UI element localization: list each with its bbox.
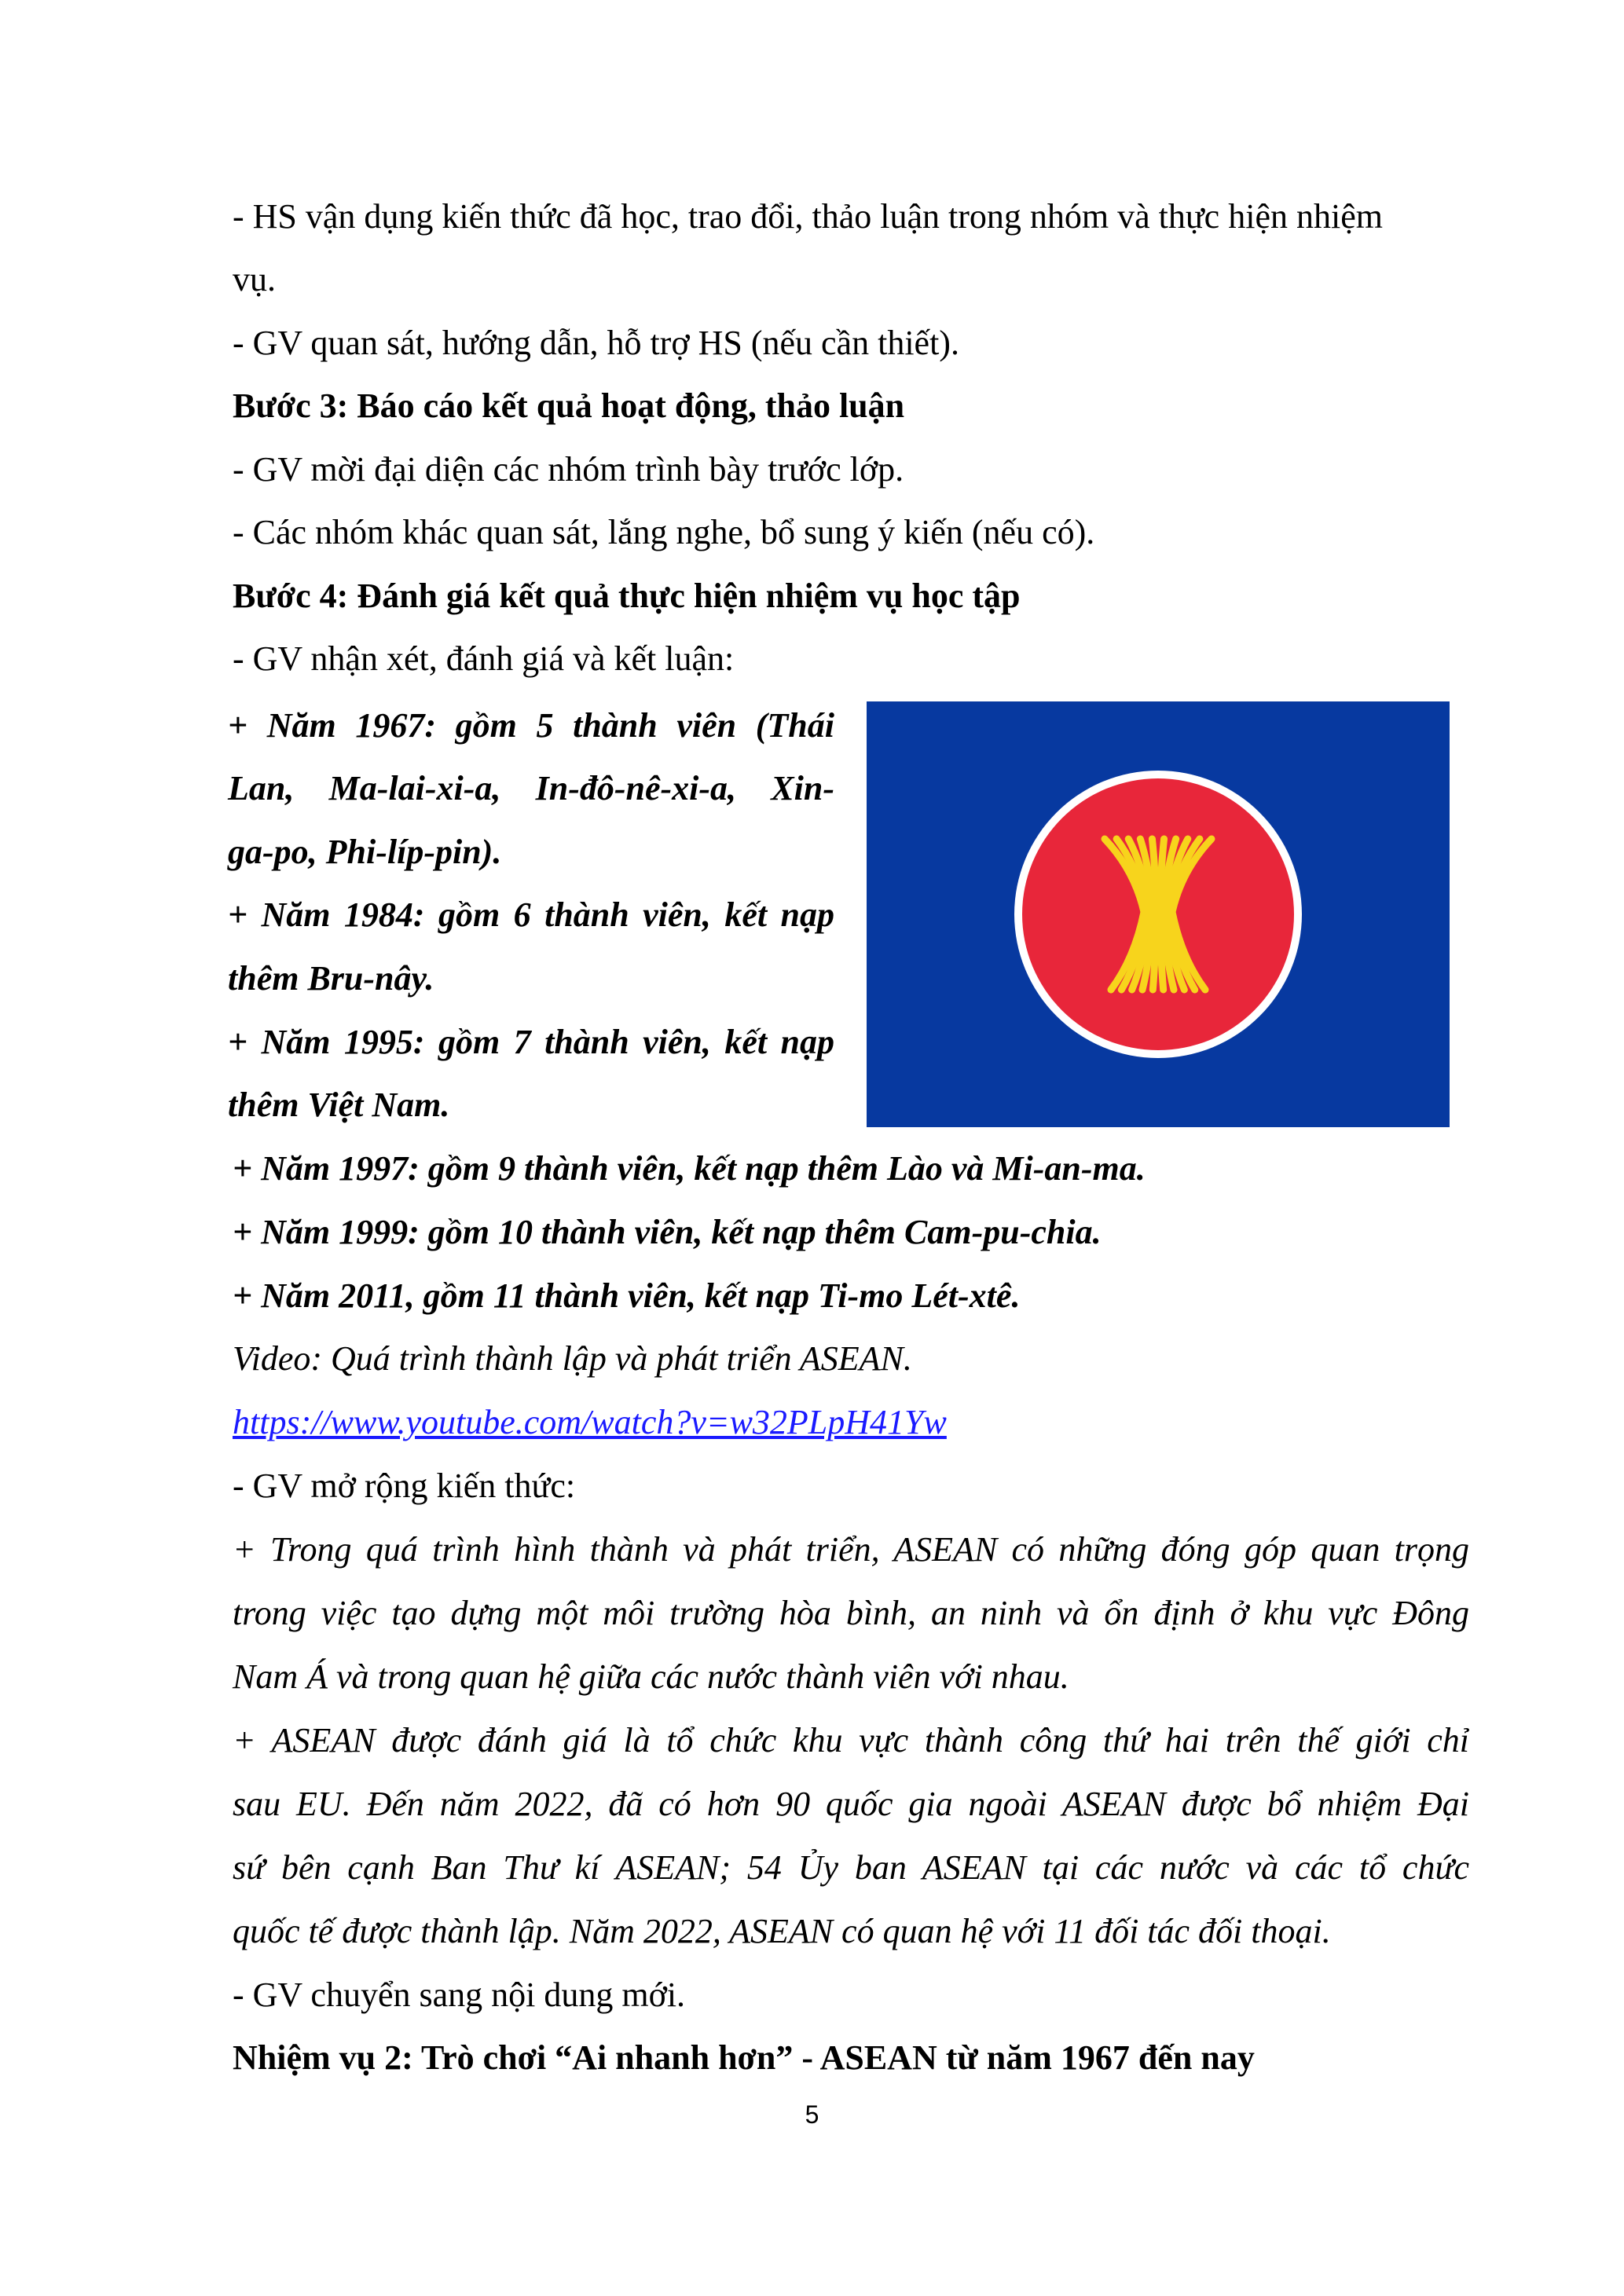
text-line: quốc tế được thành lập. Năm 2022, ASEAN có quan hệ với 11 đối tác đối thoại. — [233, 1912, 1331, 1950]
timeline-1999: + Năm 1999: gồm 10 thành viên, kết nạp thêm Cam-pu-chia. — [233, 1213, 1102, 1251]
text-line: - GV mở rộng kiến thức: — [233, 1467, 576, 1505]
text-line: trong việc tạo dựng một môi trường hòa bình, an ninh và ổn định ở khu vực Đông — [233, 1594, 1469, 1632]
text-line: - GV nhận xét, đánh giá và kết luận: — [233, 639, 735, 678]
text-line: + ASEAN được đánh giá là tổ chức khu vực thành công thứ hai trên thế giới chỉ — [233, 1721, 1469, 1760]
task-2-heading: Nhiệm vụ 2: Trò chơi “Ai nhanh hơn” - ASEAN từ năm 1967 đến nay — [233, 2038, 1255, 2077]
timeline-1997: + Năm 1997: gồm 9 thành viên, kết nạp thêm Lào và Mi-an-ma. — [233, 1149, 1146, 1188]
text-line: - GV mời đại diện các nhóm trình bày trước lớp. — [233, 450, 904, 489]
page-number: 5 — [805, 2100, 819, 2129]
timeline-1967: Lan, Ma-lai-xi-a, In-đô-nê-xi-a, Xin- — [228, 769, 834, 807]
text-line: sau EU. Đến năm 2022, đã có hơn 90 quốc gia ngoài ASEAN được bổ nhiệm Đại — [233, 1785, 1469, 1823]
text-line: - GV quan sát, hướng dẫn, hỗ trợ HS (nếu cần thiết). — [233, 324, 959, 362]
timeline-1995: thêm Việt Nam. — [228, 1086, 450, 1124]
timeline-1984: + Năm 1984: gồm 6 thành viên, kết nạp — [228, 895, 834, 934]
text-line: sứ bên cạnh Ban Thư kí ASEAN; 54 Ủy ban ASEAN tại các nước và các tổ chức — [233, 1848, 1469, 1887]
step-4-heading: Bước 4: Đánh giá kết quả thực hiện nhiệm vụ học tập — [233, 577, 1021, 615]
video-caption: Video: Quá trình thành lập và phát triển ASEAN. — [233, 1339, 912, 1378]
text-line: - HS vận dụng kiến thức đã học, trao đổi, thảo luận trong nhóm và thực hiện nhiệm — [233, 197, 1383, 236]
timeline-1967: ga-po, Phi-líp-pin). — [228, 833, 502, 871]
timeline-1984: thêm Bru-nây. — [228, 959, 434, 998]
video-link[interactable]: https://www.youtube.com/watch?v=w32PLpH41Yw — [233, 1403, 947, 1441]
asean-flag — [867, 701, 1450, 1127]
text-line: - Các nhóm khác quan sát, lắng nghe, bổ sung ý kiến (nếu có). — [233, 513, 1095, 551]
text-line: + Trong quá trình hình thành và phát triển, ASEAN có những đóng góp quan trọng — [233, 1530, 1469, 1569]
text-line: Nam Á và trong quan hệ giữa các nước thành viên với nhau. — [233, 1657, 1069, 1696]
step-3-heading: Bước 3: Báo cáo kết quả hoạt động, thảo luận — [233, 386, 905, 425]
timeline-2011: + Năm 2011, gồm 11 thành viên, kết nạp Ti-mo Lét-xtê. — [233, 1276, 1021, 1315]
timeline-1995: + Năm 1995: gồm 7 thành viên, kết nạp — [228, 1023, 834, 1061]
text-line: - GV chuyển sang nội dung mới. — [233, 1976, 686, 2014]
timeline-1967: + Năm 1967: gồm 5 thành viên (Thái — [228, 706, 834, 745]
text-line: vụ. — [233, 260, 276, 298]
